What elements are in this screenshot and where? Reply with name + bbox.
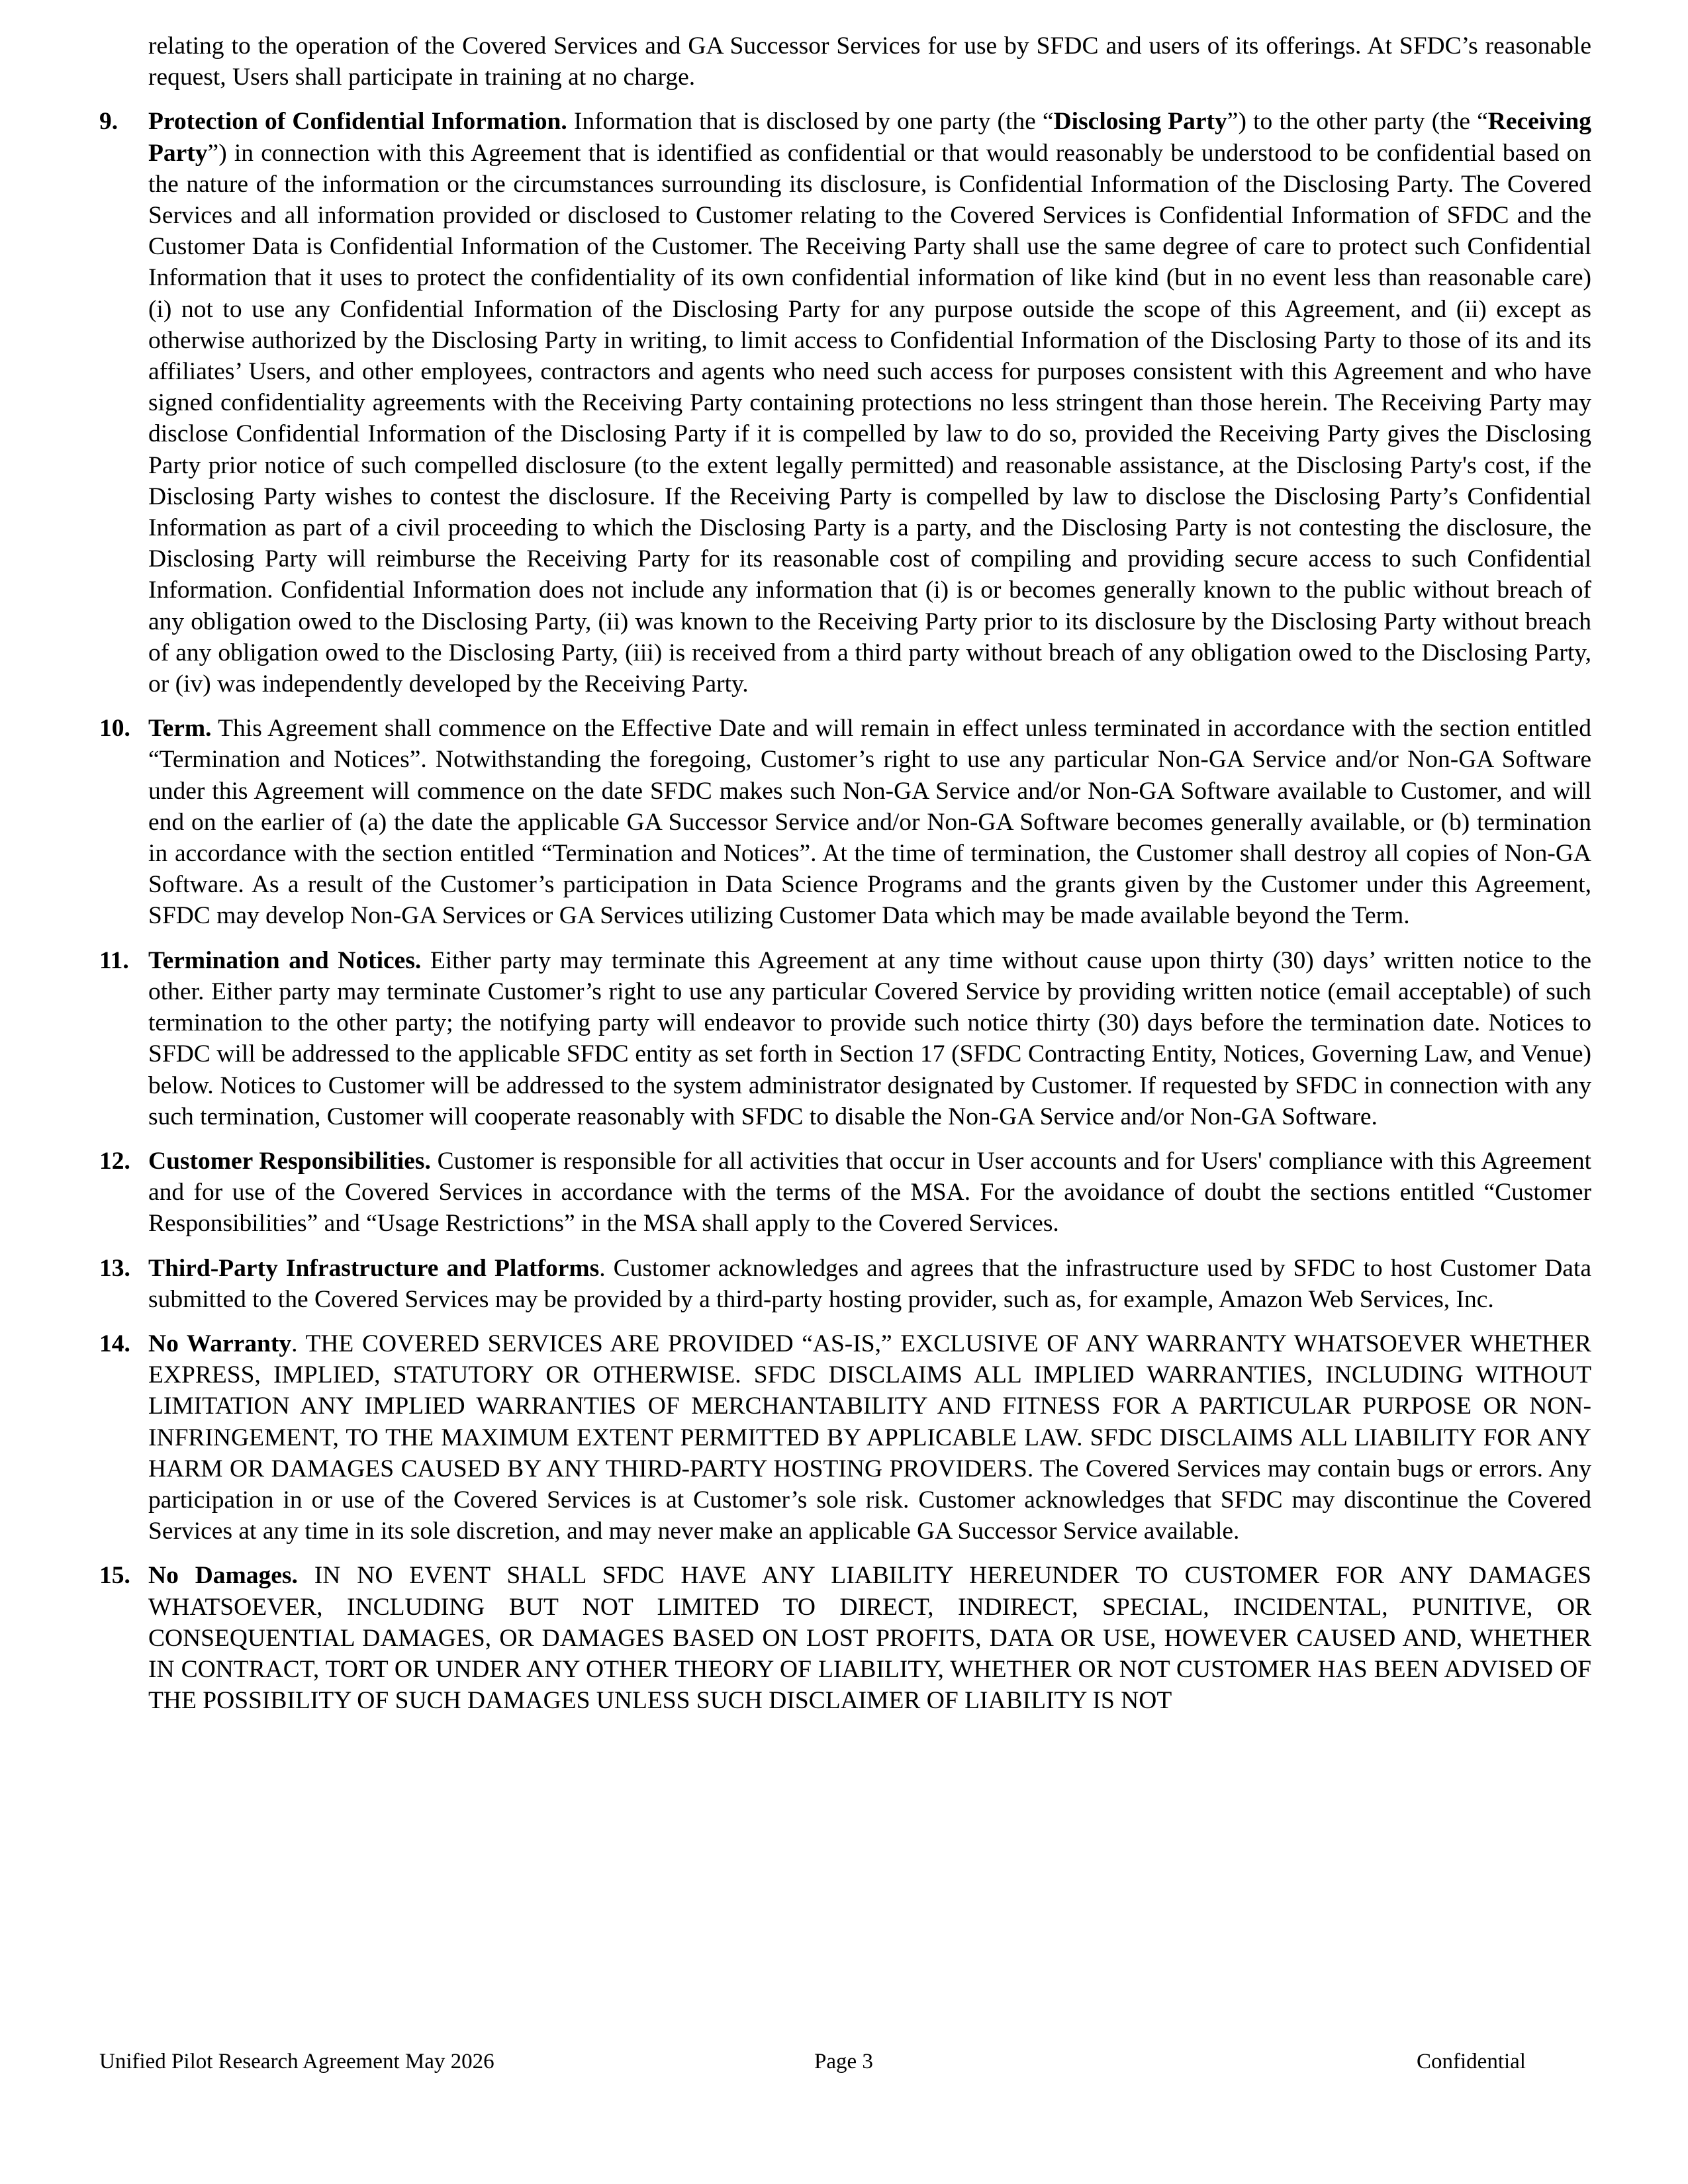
clause-title: Termination and Notices.	[148, 946, 422, 974]
defined-term: Receiving Party	[148, 108, 1591, 167]
document-body	[99, 30, 1591, 1729]
clause-number: 14.	[99, 1330, 130, 1357]
clause-11	[99, 945, 1591, 1132]
clause-text: No Damages. IN NO EVENT SHALL SFDC HAVE ANY LIABILITY HEREUNDER TO CUSTOMER FOR ANY DAMAGES WHATSOEVER, INCLUDING BUT NOT LIMITED TO DIRECT, INDIRECT, SPECIAL, INCIDENTAL, PUNITIVE, OR CONSEQUENTIAL DAMAGES, OR DAMAGES BASED ON LOST PROFITS, DATA OR USE, HOWEVER CAUSED AND, WHETHER IN CONTRACT, TORT OR UNDER ANY OTHER THEORY OF LIABILITY, WHETHER OR NOT CUSTOMER HAS BEEN ADVISED OF THE POSSIBILITY OF SUCH DAMAGES UNLESS SUCH DISCLAIMER OF LIABILITY IS NOT	[148, 1562, 1591, 1715]
clause-text: Third-Party Infrastructure and Platforms. Customer acknowledges and agrees that the infrastructure used by SFDC to host Customer Data submitted to the Covered Services may be provided by a third-party hosting provider, such as, for example, Amazon Web Services, Inc.	[148, 1254, 1591, 1313]
footer-page-number: Page 3	[814, 2050, 873, 2073]
intro-paragraph: relating to the operation of the Covered Services and GA Successor Services for use by SFDC and users of its offerings. At SFDC’s reasonable request, Users shall participate in training at no charge.	[148, 32, 1591, 91]
clause-text: Customer Responsibilities. Customer is responsible for all activities that occur in User accounts and for Users' compliance with this Agreement and for use of the Covered Services in accordance with the terms of the MSA. For the avoidance of doubt the sections entitled “Customer Responsibilities” and “Usage Restrictions” in the MSA shall apply to the Covered Services.	[148, 1147, 1591, 1238]
clause-10	[99, 713, 1591, 931]
clause-text: Protection of Confidential Information. Information that is disclosed by one party (the “Disclosing Party”) to the other party (the “Receiving Party”) in connection with this Agreement that is identified as confidential or that would reasonably be understood to be confidential based on the nature of the information or the circumstances surrounding its disclosure, is Confidential Information of the Disclosing Party. The Covered Services and all information provided or disclosed to Customer relating to the Covered Services is Confidential Information of SFDC and the Customer Data is Confidential Information of the Customer. The Receiving Party shall use the same degree of care to protect such Confidential Information that it uses to protect the confidentiality of its own confidential information of like kind (but in no event less than reasonable care) (i) not to use any Confidential Information of the Disclosing Party for any purpose outside the scope of this Agreement, and (ii) except as otherwise authorized by the Disclosing Party in writing, to limit access to Confidential Information of the Disclosing Party to those of its and its affiliates’ Users, and other employees, contractors and agents who need such access for purposes consistent with this Agreement and who have signed confidentiality agreements with the Receiving Party containing protections no less stringent than those herein. The Receiving Party may disclose Confidential Information of the Disclosing Party if it is compelled by law to do so, provided the Receiving Party gives the Disclosing Party prior notice of such compelled disclosure (to the extent legally permitted) and reasonable assistance, at the Disclosing Party's cost, if the Disclosing Party wishes to contest the disclosure. If the Receiving Party is compelled by law to disclose the Disclosing Party’s Confidential Information as part of a civil proceeding to which the Disclosing Party is a party, and the Disclosing Party is not contesting the disclosure, the Disclosing Party will reimburse the Receiving Party for its reasonable cost of compiling and providing secure access to such Confidential Information. Confidential Information does not include any information that (i) is or becomes generally known to the public without breach of any obligation owed to the Disclosing Party, (ii) was known to the Receiving Party prior to its disclosure by the Disclosing Party without breach of any obligation owed to the Disclosing Party, (iii) is received from a third party without breach of any obligation owed to the Disclosing Party, or (iv) was independently developed by the Receiving Party.	[148, 108, 1591, 698]
clause-13	[99, 1253, 1591, 1315]
clause-text: Termination and Notices. Either party may terminate this Agreement at any time without cause upon thirty (30) days’ written notice to the other. Either party may terminate Customer’s right to use any particular Covered Service by providing written notice (email acceptable) of such termination to the other party; the notifying party will endeavor to provide such notice thirty (30) days before the termination date. Notices to SFDC will be addressed to the applicable SFDC entity as set forth in Section 17 (SFDC Contracting Entity, Notices, Governing Law, and Venue) below. Notices to Customer will be addressed to the system administrator designated by Customer. If requested by SFDC in connection with any such termination, Customer will cooperate reasonably with SFDC to disable the Non-GA Service and/or Non-GA Software.	[148, 946, 1591, 1130]
clause-15	[99, 1560, 1591, 1716]
clause-12	[99, 1146, 1591, 1240]
clause-9	[99, 106, 1591, 700]
defined-term: Disclosing Party	[1053, 108, 1227, 136]
footer-document-title: Unified Pilot Research Agreement May 2026	[99, 2050, 494, 2073]
clause-number: 12.	[99, 1147, 130, 1175]
clause-title: Protection of Confidential Information.	[148, 108, 567, 136]
footer-confidential-label: Confidential	[1417, 2050, 1526, 2073]
clause-title: Customer Responsibilities.	[148, 1147, 431, 1175]
clause-14	[99, 1328, 1591, 1547]
page-footer	[99, 2045, 1556, 2078]
clause-number: 9.	[99, 108, 118, 136]
clause-number: 11.	[99, 946, 129, 974]
clause-title: No Damages.	[148, 1562, 298, 1590]
clause-title: No Warranty	[148, 1330, 292, 1357]
clause-text: No Warranty. THE COVERED SERVICES ARE PROVIDED “AS-IS,” EXCLUSIVE OF ANY WARRANTY WHATSOEVER WHETHER EXPRESS, IMPLIED, STATUTORY OR OTHERWISE. SFDC DISCLAIMS ALL IMPLIED WARRANTIES, INCLUDING WITHOUT LIMITATION ANY IMPLIED WARRANTIES OF MERCHANTABILITY AND FITNESS FOR A PARTICULAR PURPOSE OR NON-INFRINGEMENT, TO THE MAXIMUM EXTENT PERMITTED BY APPLICABLE LAW. SFDC DISCLAIMS ALL LIABILITY FOR ANY HARM OR DAMAGES CAUSED BY ANY THIRD-PARTY HOSTING PROVIDERS. The Covered Services may contain bugs or errors. Any participation in or use of the Covered Services is at Customer’s sole risk. Customer acknowledges that SFDC may discontinue the Covered Services at any time in its sole discretion, and may never make an applicable GA Successor Service available.	[148, 1330, 1591, 1545]
clause-number: 15.	[99, 1562, 130, 1590]
clause-number: 10.	[99, 715, 130, 743]
clause-title: Term.	[148, 715, 212, 743]
clause-text: Term. This Agreement shall commence on the Effective Date and will remain in effect unless terminated in accordance with the section entitled “Termination and Notices”. Notwithstanding the foregoing, Customer’s right to use any particular Non-GA Service and/or Non-GA Software under this Agreement will commence on the date SFDC makes such Non-GA Service and/or Non-GA Software available to Customer, and will end on the earlier of (a) the date the applicable GA Successor Service and/or Non-GA Software becomes generally available, or (b) termination in accordance with the section entitled “Termination and Notices”. At the time of termination, the Customer shall destroy all copies of Non-GA Software. As a result of the Customer’s participation in Data Science Programs and the grants given by the Customer under this Agreement, SFDC may develop Non-GA Services or GA Services utilizing Customer Data which may be made available beyond the Term.	[148, 715, 1591, 930]
clause-title: Third-Party Infrastructure and Platforms	[148, 1254, 600, 1282]
clause-number: 13.	[99, 1254, 130, 1282]
